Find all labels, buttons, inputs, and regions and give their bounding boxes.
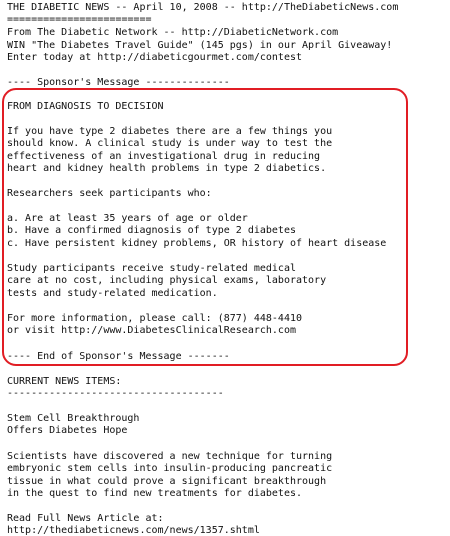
criteria-intro: Researchers seek participants who: bbox=[7, 188, 212, 199]
news-headline: Offers Diabetes Hope bbox=[7, 425, 128, 436]
sponsor-paragraph-line: should know. A clinical study is under way to test the bbox=[7, 138, 333, 149]
sponsor-paragraph-line: effectiveness of an investigational drug in reducing bbox=[7, 151, 321, 162]
criteria-item: a. Are at least 35 years of age or older bbox=[7, 213, 248, 224]
intro-contest-line: Enter today at http://diabeticgourmet.com/contest bbox=[7, 52, 303, 63]
sponsor-start-marker: ---- Sponsor's Message -------------- bbox=[7, 77, 230, 88]
news-body-line: embryonic stem cells into insulin-producing pancreatic bbox=[7, 463, 333, 474]
news-headline: Stem Cell Breakthrough bbox=[7, 413, 140, 424]
read-more-link[interactable]: http://thediabeticnews.com/news/1357.shtml bbox=[7, 525, 260, 536]
sponsor-paragraph-line: If you have type 2 diabetes there are a few things you bbox=[7, 126, 333, 137]
read-more-label: Read Full News Article at: bbox=[7, 513, 164, 524]
sponsor-paragraph-line: heart and kidney health problems in type 2 diabetics. bbox=[7, 163, 327, 174]
title-separator: ======================== bbox=[7, 14, 152, 25]
news-section-title: CURRENT NEWS ITEMS: bbox=[7, 376, 122, 387]
criteria-item: c. Have persistent kidney problems, OR history of heart disease bbox=[7, 238, 387, 249]
news-body-line: Scientists have discovered a new technique for turning bbox=[7, 451, 333, 462]
intro-network-line: From The Diabetic Network -- http://DiabeticNetwork.com bbox=[7, 27, 339, 38]
news-body-line: tissue in what could prove a significant breakthrough bbox=[7, 476, 327, 487]
news-section-rule: ------------------------------------ bbox=[7, 388, 224, 399]
sponsor-visit-link[interactable]: or visit http://www.DiabetesClinicalResearch.com bbox=[7, 325, 296, 336]
sponsor-paragraph-line: tests and study-related medication. bbox=[7, 288, 218, 299]
sponsor-heading: FROM DIAGNOSIS TO DECISION bbox=[7, 101, 164, 112]
sponsor-paragraph-line: Study participants receive study-related medical bbox=[7, 263, 296, 274]
criteria-item: b. Have a confirmed diagnosis of type 2 diabetes bbox=[7, 225, 296, 236]
newsletter-title: THE DIABETIC NEWS -- April 10, 2008 -- http://TheDiabeticNews.com bbox=[7, 2, 399, 13]
sponsor-end-marker: ---- End of Sponsor's Message ------- bbox=[7, 351, 230, 362]
sponsor-contact-phone: For more information, please call: (877) 448-4410 bbox=[7, 313, 303, 324]
intro-giveaway-line: WIN "The Diabetes Travel Guide" (145 pgs) in our April Giveaway! bbox=[7, 40, 393, 51]
sponsor-paragraph-line: care at no cost, including physical exams, laboratory bbox=[7, 275, 327, 286]
news-body-line: in the quest to find new treatments for diabetes. bbox=[7, 488, 303, 499]
